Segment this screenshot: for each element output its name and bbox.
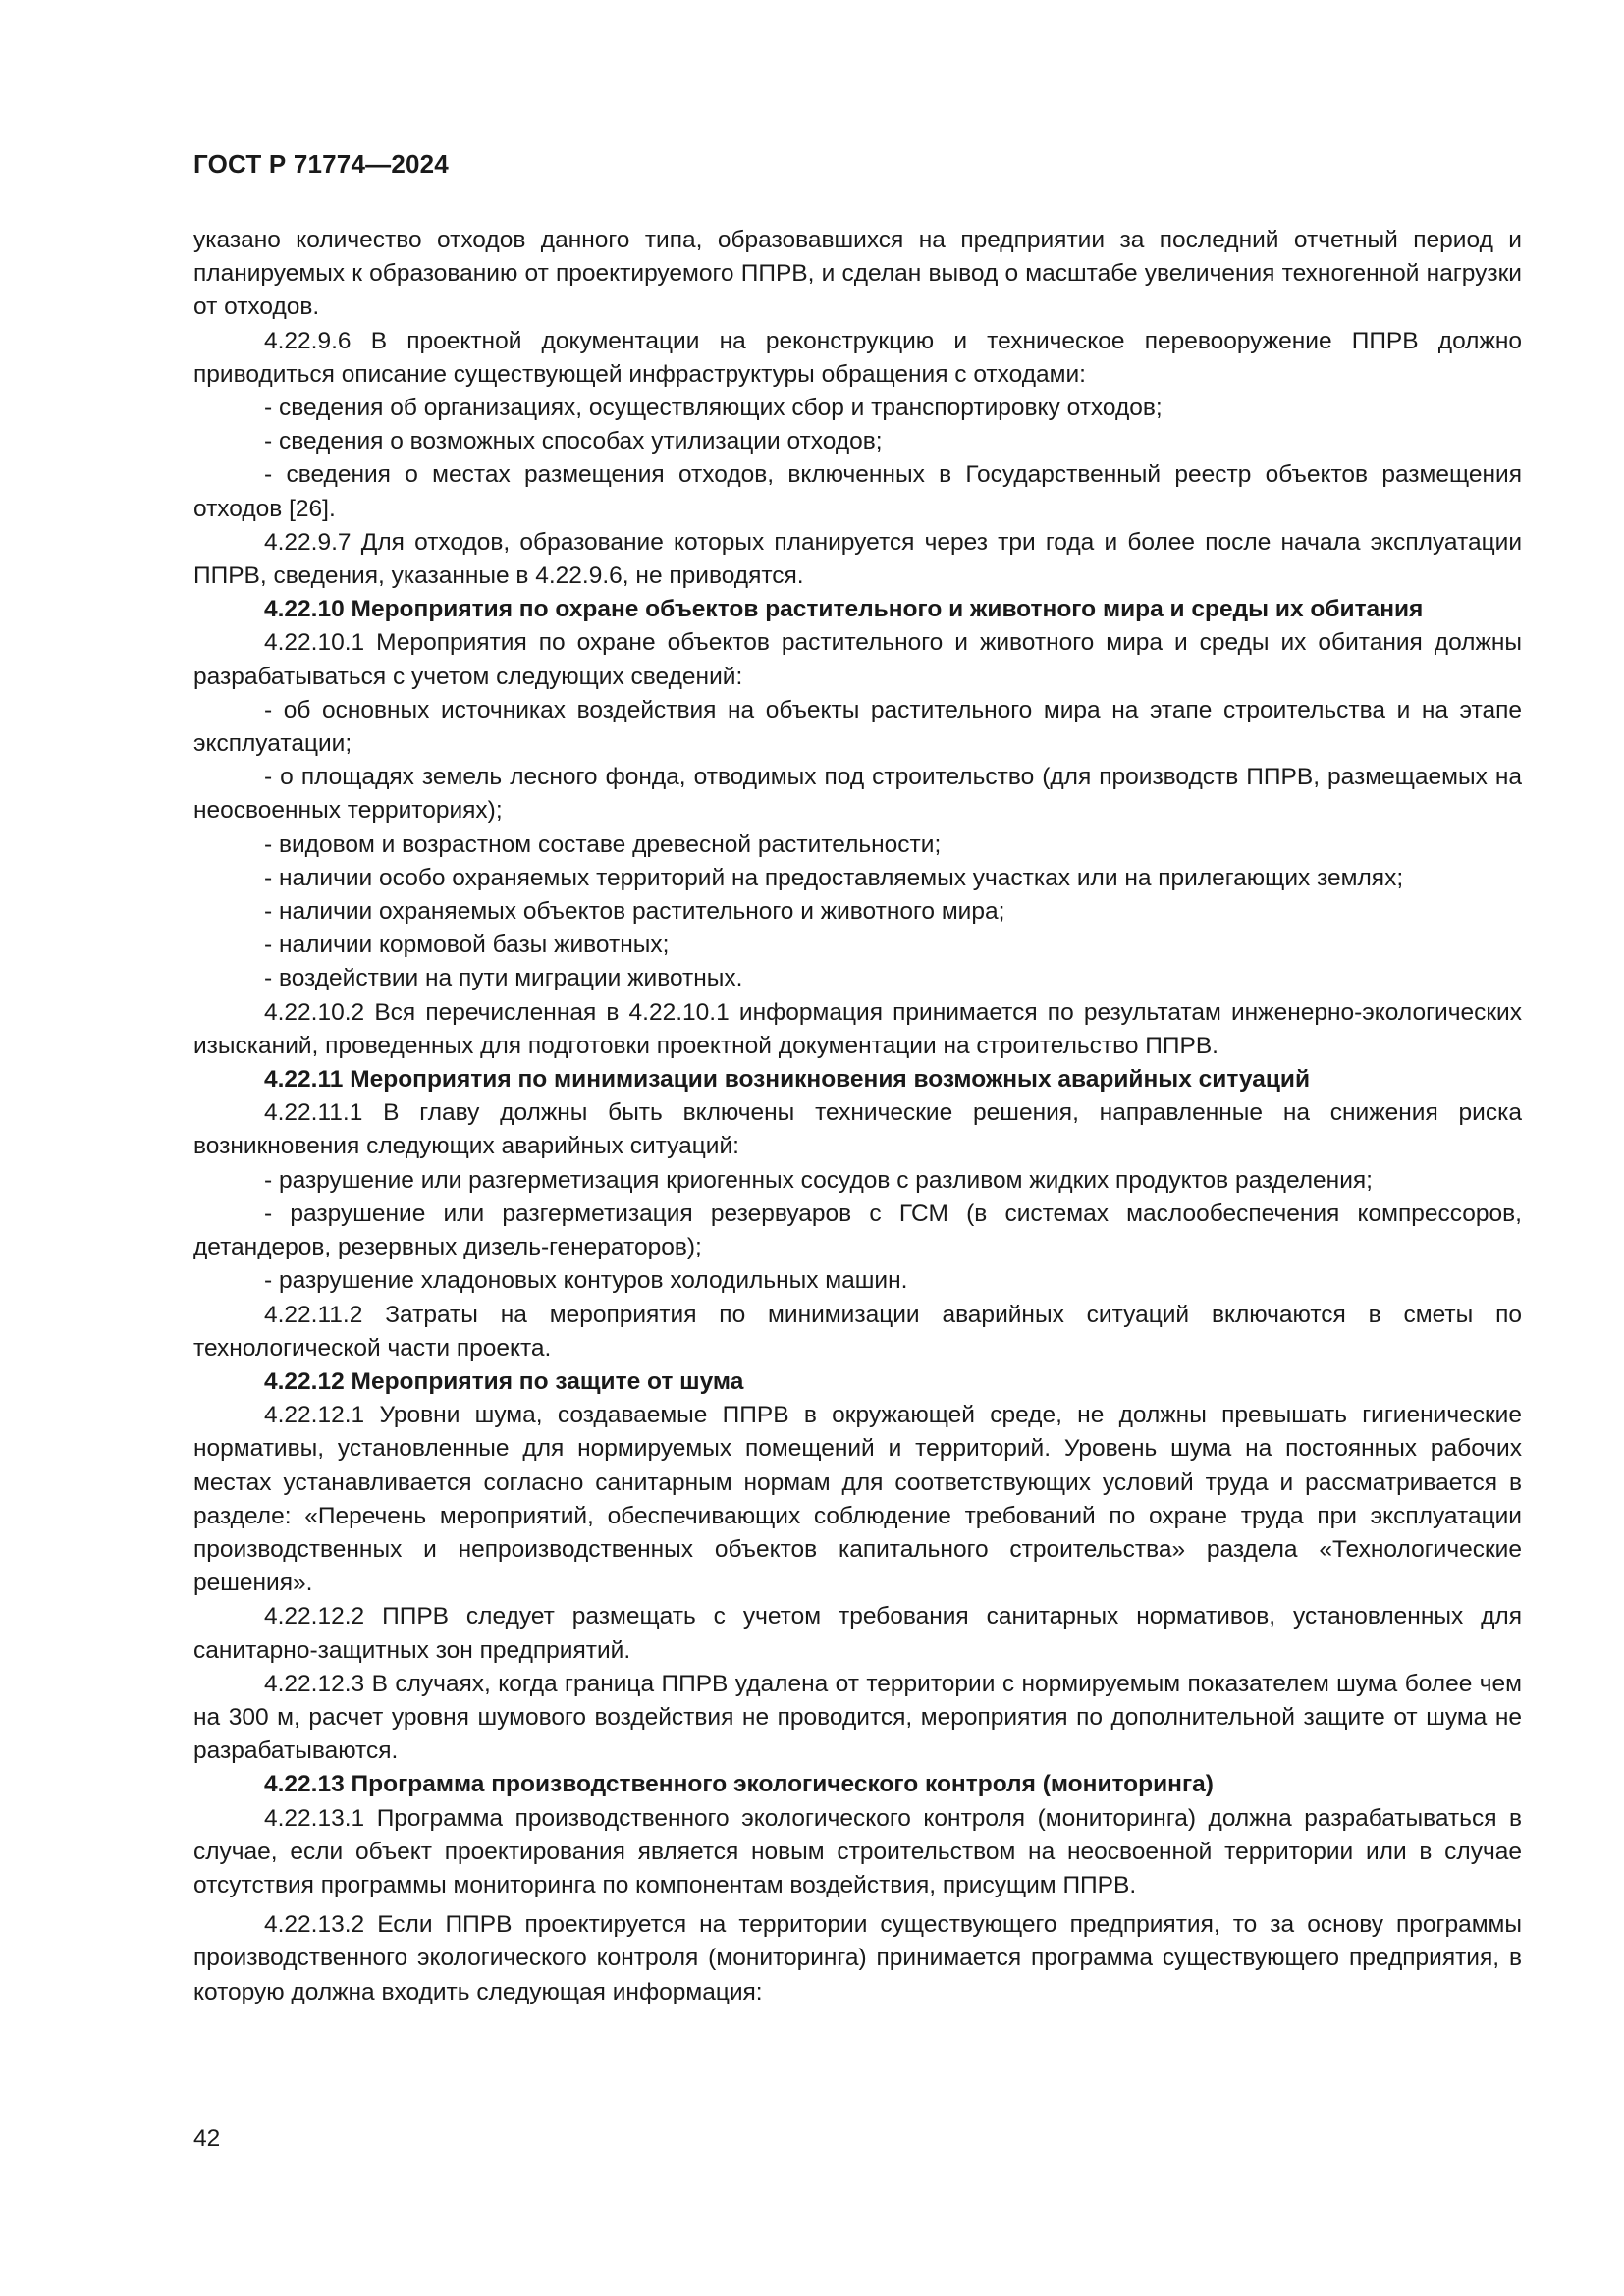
list-item: - разрушение хладоновых контуров холодильных машин.	[264, 1267, 908, 1295]
list-item: - о площадях земель лесного фонда, отводимых под строительство (для производств ППРВ, размещаемых на неосвоенных территориях);	[193, 764, 1522, 825]
paragraph: 4.22.10.1 Мероприятия по охране объектов растительного и животного мира и среды их обитания должны разрабатываться с учетом следующих сведений:	[193, 629, 1522, 690]
list-item: - видовом и возрастном составе древесной растительности;	[264, 830, 942, 858]
paragraph: 4.22.13.1 Программа производственного экологического контроля (мониторинга) должна разрабатываться в случае, если объект проектирования является новым строительством на неосвоенной территории или в случае отсутствия программы мониторинга по компонентам воздействия, присущим ППРВ.	[193, 1804, 1522, 1898]
paragraph: 4.22.13.2 Если ППРВ проектируется на территории существующего предприятия, то за основу программы производственного экологического контроля (мониторинга) принимается программа существующего предприятия, в которую должна входить следующая информация:	[193, 1911, 1522, 2005]
document-body	[193, 224, 1522, 2009]
list-item: - сведения об организациях, осуществляющих сбор и транспортировку отходов;	[264, 395, 1163, 422]
section-heading: 4.22.11 Мероприятия по минимизации возникновения возможных аварийных ситуаций	[264, 1066, 1311, 1094]
paragraph: 4.22.9.6 В проектной документации на реконструкцию и техническое перевооружение ППРВ должно приводиться описание существующей инфраструктуры обращения с отходами:	[193, 327, 1522, 388]
paragraph: 4.22.11.1 В главу должны быть включены технические решения, направленные на снижения риска возникновения следующих аварийных ситуаций:	[193, 1099, 1522, 1160]
paragraph: 4.22.11.2 Затраты на мероприятия по минимизации аварийных ситуаций включаются в сметы по технологической части проекта.	[193, 1301, 1522, 1362]
list-item: - наличии кормовой базы животных;	[264, 932, 670, 959]
paragraph: 4.22.12.2 ППРВ следует размещать с учетом требования санитарных нормативов, установленных для санитарно-защитных зон предприятий.	[193, 1603, 1522, 1664]
section-heading: 4.22.13 Программа производственного экологического контроля (мониторинга)	[264, 1771, 1214, 1798]
paragraph: 4.22.10.2 Вся перечисленная в 4.22.10.1 информация принимается по результатам инженерно-экологических изысканий, проведенных для подготовки проектной документации на строительство ППРВ.	[193, 998, 1522, 1059]
paragraph: 4.22.12.1 Уровни шума, создаваемые ППРВ в окружающей среде, не должны превышать гигиенические нормативы, установленные для нормируемых помещений и территорий. Уровень шума на постоянных рабочих местах устанавливается согласно санитарным нормам для соответствующих условий труда и рассматривается в разделе: «Перечень мероприятий, обеспечивающих соблюдение требований по охране труда при эксплуатации производственных и непроизводственных объектов капитального строительства» раздела «Технологические решения».	[193, 1402, 1522, 1597]
list-item: - разрушение или разгерметизация криогенных сосудов с разливом жидких продуктов разделения;	[264, 1166, 1373, 1194]
document-code: ГОСТ Р 71774—2024	[193, 149, 449, 179]
list-item: - сведения о возможных способах утилизации отходов;	[264, 428, 883, 455]
paragraph: 4.22.12.3 В случаях, когда граница ППРВ удалена от территории с нормируемым показателем шума более чем на 300 м, расчет уровня шумового воздействия не проводится, мероприятия по дополнительной защите от шума не разрабатываются.	[193, 1670, 1522, 1765]
list-item: - наличии охраняемых объектов растительного и животного мира;	[264, 898, 1005, 926]
page-number: 42	[193, 2125, 221, 2152]
list-item: - воздействии на пути миграции животных.	[264, 965, 743, 992]
section-heading: 4.22.12 Мероприятия по защите от шума	[264, 1367, 744, 1395]
paragraph-continuation: указано количество отходов данного типа, образовавшихся на предприятии за последний отчетный период и планируемых к образованию от проектируемого ППРВ, и сделан вывод о масштабе увеличения техногенной нагрузки от отходов.	[193, 227, 1522, 321]
paragraph: 4.22.9.7 Для отходов, образование которых планируется через три года и более после начала эксплуатации ППРВ, сведения, указанные в 4.22.9.6, не приводятся.	[193, 528, 1522, 590]
list-item: - наличии особо охраняемых территорий на предоставляемых участках или на прилегающих землях;	[264, 864, 1404, 891]
section-heading: 4.22.10 Мероприятия по охране объектов растительного и животного мира и среды их обитания	[264, 596, 1424, 623]
list-item: - об основных источниках воздействия на объекты растительного мира на этапе строительства и на этапе эксплуатации;	[193, 696, 1522, 758]
list-item: - разрушение или разгерметизация резервуаров с ГСМ (в системах маслообеспечения компрессоров, детандеров, резервных дизель-генераторов);	[193, 1200, 1522, 1261]
list-item: - сведения о местах размещения отходов, включенных в Государственный реестр объектов размещения отходов [26].	[193, 461, 1522, 522]
